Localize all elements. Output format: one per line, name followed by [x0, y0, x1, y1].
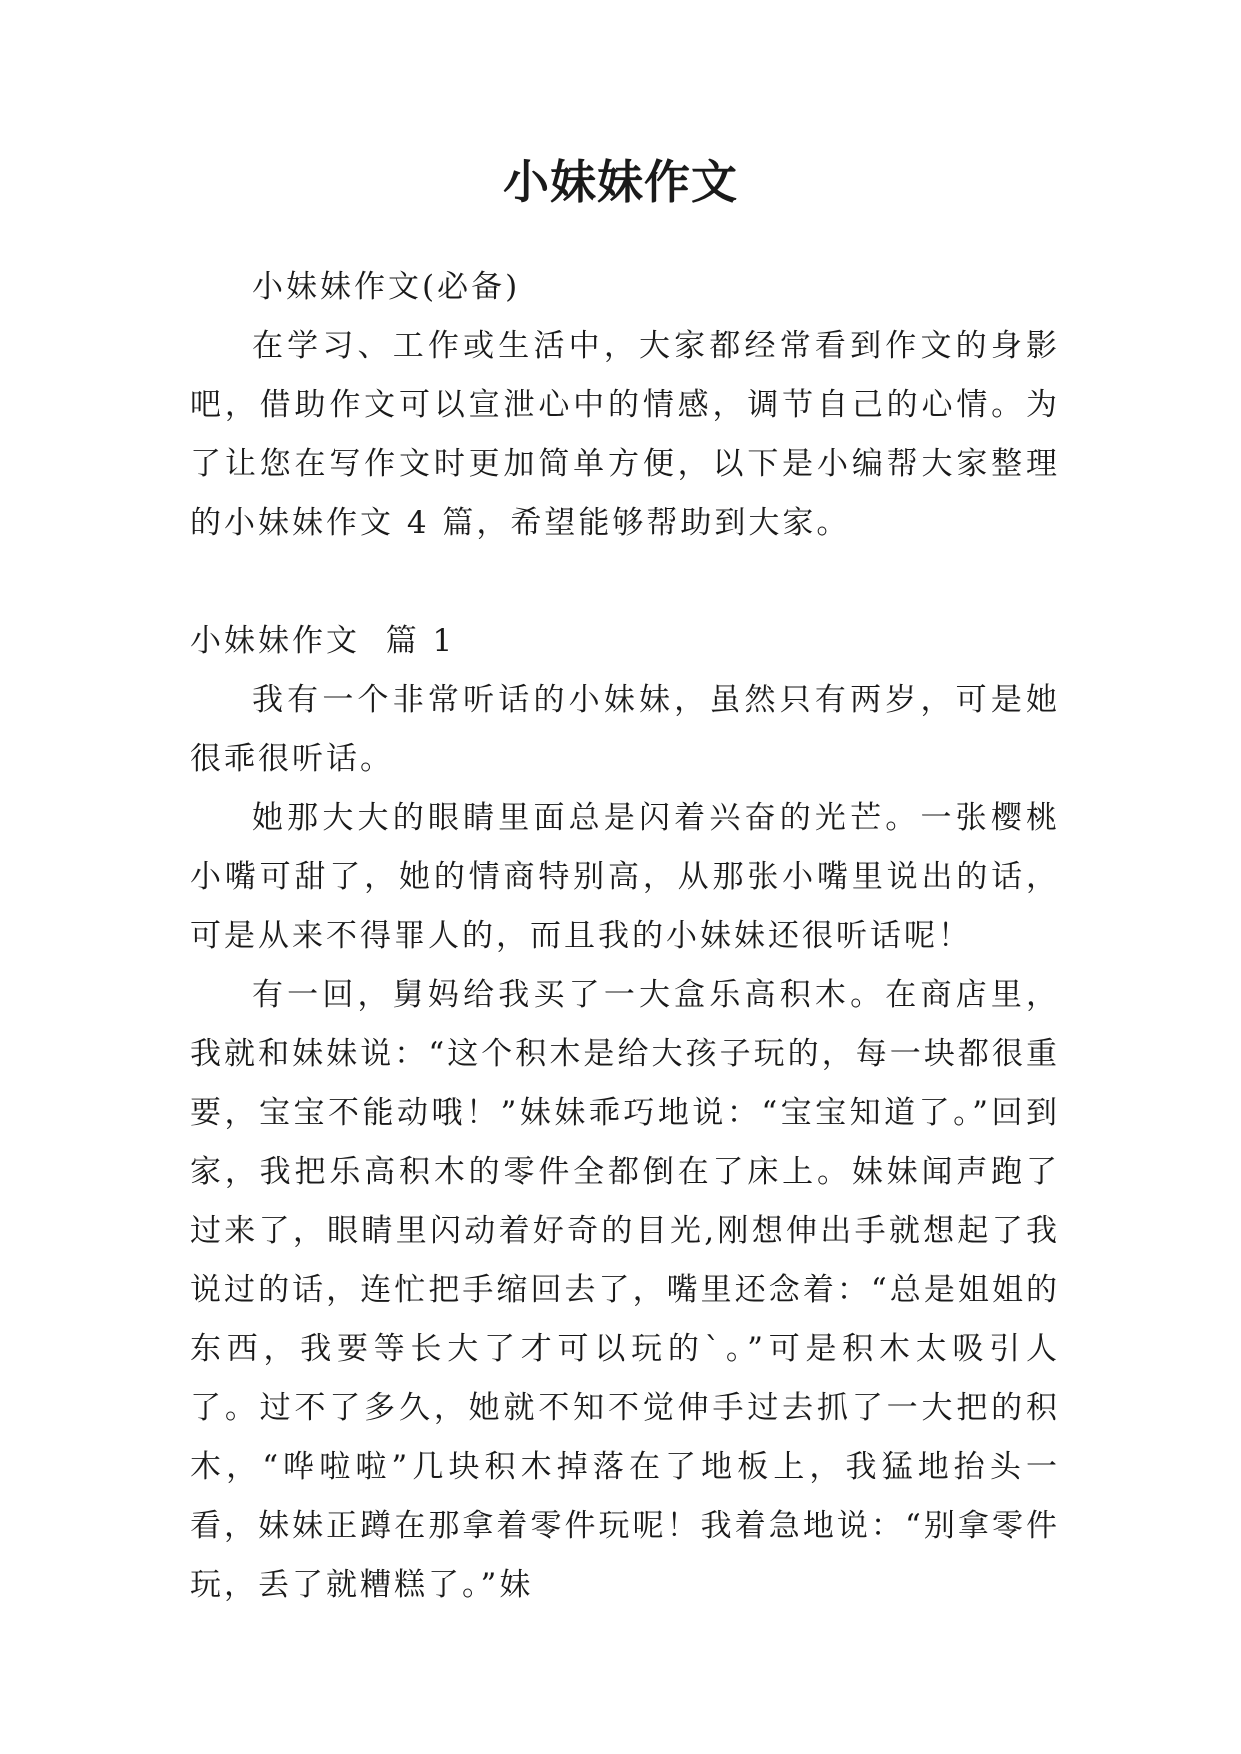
body-paragraph: 有一回，舅妈给我买了一大盒乐高积木。在商店里，我就和妹妹说：“这个积木是给大孩子玩的，每一块都很重要，宝宝不能动哦！”妹妹乖巧地说：“宝宝知道了。”回到家，我把乐高积木的零件全都倒在了床上。妹妹闻声跑了过来了，眼睛里闪动着好奇的目光,刚想伸出手就想起了我说过的话，连忙把手缩回去了，嘴里还念着：“总是姐姐的东西，我要等长大了才可以玩的`。”可是积木太吸引人了。过不了多久，她就不知不觉伸手过去抓了一大把的积木，“哗啦啦”几块积木掉落在了地板上，我猛地抬头一看，妹妹正蹲在那拿着零件玩呢！我着急地说：“别拿零件玩，丢了就糟糕了。”妹 [190, 977, 1060, 1603]
body-paragraph: 我有一个非常听话的小妹妹，虽然只有两岁，可是她很乖很听话。 [190, 682, 1060, 777]
document-body [190, 258, 1060, 1615]
document-title: 小妹妹作文 [503, 155, 738, 209]
body-paragraph: 她那大大的眼睛里面总是闪着兴奋的光芒。一张樱桃小嘴可甜了，她的情商特别高，从那张小嘴里说出的话，可是从来不得罪人的，而且我的小妹妹还很听话呢！ [190, 800, 1060, 954]
document-subtitle: 小妹妹作文(必备) [252, 269, 521, 305]
section-heading: 小妹妹作文 篇 1 [190, 623, 456, 659]
intro-paragraph: 在学习、工作或生活中，大家都经常看到作文的身影吧，借助作文可以宣泄心中的情感，调节自己的心情。为了让您在写作文时更加简单方便，以下是小编帮大家整理的小妹妹作文 4 篇，希望能够帮助到大家。 [190, 328, 1060, 541]
